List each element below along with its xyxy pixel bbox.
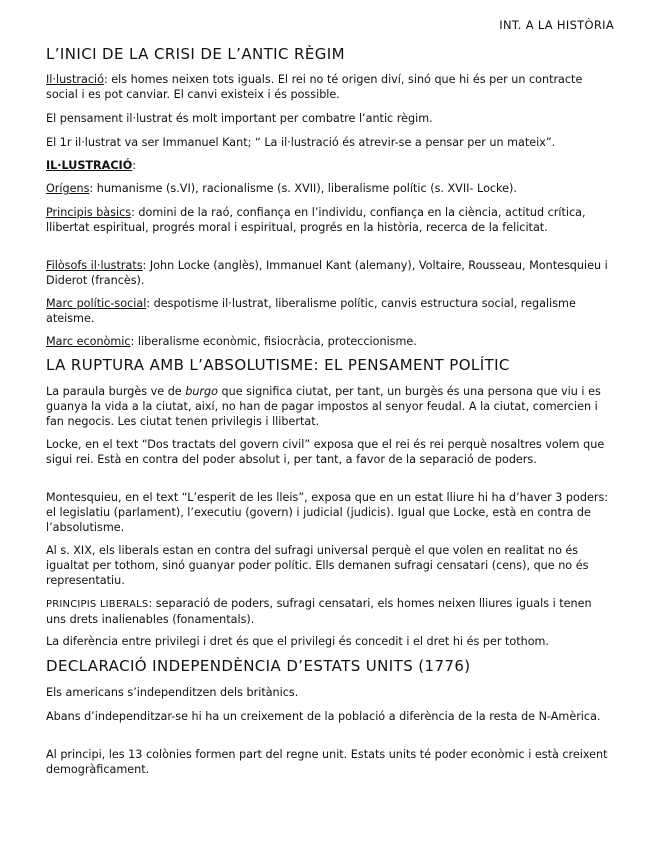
label-principis-liberals: PRINCIPIS LIBERALS [46, 599, 149, 610]
item-text: : liberalisme econòmic, fisiocràcia, proteccionisme. [130, 335, 417, 348]
section-title-ruptura: LA RUPTURA AMB L’ABSOLUTISME: EL PENSAMENT POLÍTIC [46, 356, 510, 374]
paragraph-americans: Els americans s’independitzen dels britànics. [46, 686, 299, 699]
item-term: Marc polític-social [46, 297, 147, 310]
section-title-declaracio: DECLARACIÓ INDEPENDÈNCIA D’ESTATS UNITS (1776) [46, 657, 471, 675]
paragraph-text: que significa ciutat, per tant, un burgès és una persona que viu i es guanya la vida a la ciutat, així, no han de pagar impostos al senyor feudal. A la ciutat, comercien i fan negocis. Les ciutat tenen privilegis i llibertat. [46, 385, 601, 428]
paragraph-text: : els homes neixen tots iguals. El rei no té origen diví, sinó que hi és per un contracte social i es pot canviar. El canvi existeix i és possible. [46, 73, 583, 101]
paragraph-text: : separació de poders, sufragi censatari, els homes neixen lliures iguals i tenen uns drets inalienables (fonamentals). [46, 597, 592, 626]
paragraph-creixement: Abans d’independitzar-se hi ha un creixement de la població a diferència de la resta de N-Amèrica. [46, 710, 601, 723]
item-text: : humanisme (s.VI), racionalisme (s. XVII), liberalisme polític (s. XVII- Locke). [89, 182, 517, 195]
sub-heading-illustracio [46, 158, 614, 173]
paragraph-montesquieu: Montesquieu, en el text “L’esperit de les lleis”, exposa que en un estat lliure hi ha d’haver 3 poders: el legislatiu (parlament), l’executiu (govern) i judicial (judicis). Igual que Locke, està en contra de l’absolutisme. [46, 491, 609, 534]
term-illustracio: Il·lustració [46, 73, 104, 86]
paragraph-principis-liberals [46, 596, 614, 627]
item-text: : domini de la raó, confiança en l’individu, confiança en la ciència, actitud crítica, llibertat espiritual, progrés moral i espiritual, progrés en la història, recerca de la felicitat. [46, 206, 586, 234]
paragraph-illustracio [46, 72, 614, 102]
running-header: INT. A LA HISTÒRIA [499, 18, 614, 32]
section-title-crisi: L’INICI DE LA CRISI DE L’ANTIC RÈGIM [46, 45, 345, 63]
paragraph-liberals: Al s. XIX, els liberals estan en contra del sufragi universal perquè el que volen en realitat no és igualtat per tothom, sinó guanyar poder polític. Ells demanen sufragi censatari (cens), que no és representatiu. [46, 544, 589, 587]
sub-heading-text: IL·LUSTRACIÓ [46, 159, 133, 172]
paragraph-colonies: Al principi, les 13 colònies formen part del regne unit. Estats units té poder econòmic i està creixent demogràficament. [46, 748, 608, 776]
paragraph-burges [46, 384, 614, 429]
paragraph-locke: Locke, en el text “Dos tractats del govern civil” exposa que el rei és rei perquè nosaltres volem que sigui rei. Està en contra del poder absolut i, per tant, a favor de la separació de poders. [46, 438, 605, 466]
paragraph-pensament: El pensament il·lustrat és molt important per combatre l’antic règim. [46, 112, 433, 125]
item-term: Orígens [46, 182, 90, 195]
item-term: Filòsofs il·lustrats [46, 259, 143, 272]
item-filosofs [46, 258, 614, 288]
sub-heading-colon: : [132, 159, 136, 172]
item-principis [46, 205, 614, 235]
paragraph-kant: El 1r il·lustrat va ser Immanuel Kant; “ La il·lustració és atrevir-se a pensar per un mateix”. [46, 136, 556, 149]
item-text: : despotisme il·lustrat, liberalisme polític, canvis estructura social, regalisme ateisme. [46, 297, 576, 325]
paragraph-text: La paraula burgès ve de [46, 385, 186, 398]
item-marc-economic [46, 334, 614, 349]
emphasis-burgo: burgo [185, 385, 218, 398]
item-term: Marc econòmic [46, 335, 131, 348]
item-text: : John Locke (anglès), Immanuel Kant (alemany), Voltaire, Rousseau, Montesquieu i Diderot (francès). [46, 259, 608, 287]
paragraph-privilegi: La diferència entre privilegi i dret és que el privilegi és concedit i el dret hi és per tothom. [46, 635, 550, 648]
item-marc-politic [46, 296, 614, 326]
item-origens [46, 181, 614, 196]
item-term: Principis bàsics [46, 206, 132, 219]
